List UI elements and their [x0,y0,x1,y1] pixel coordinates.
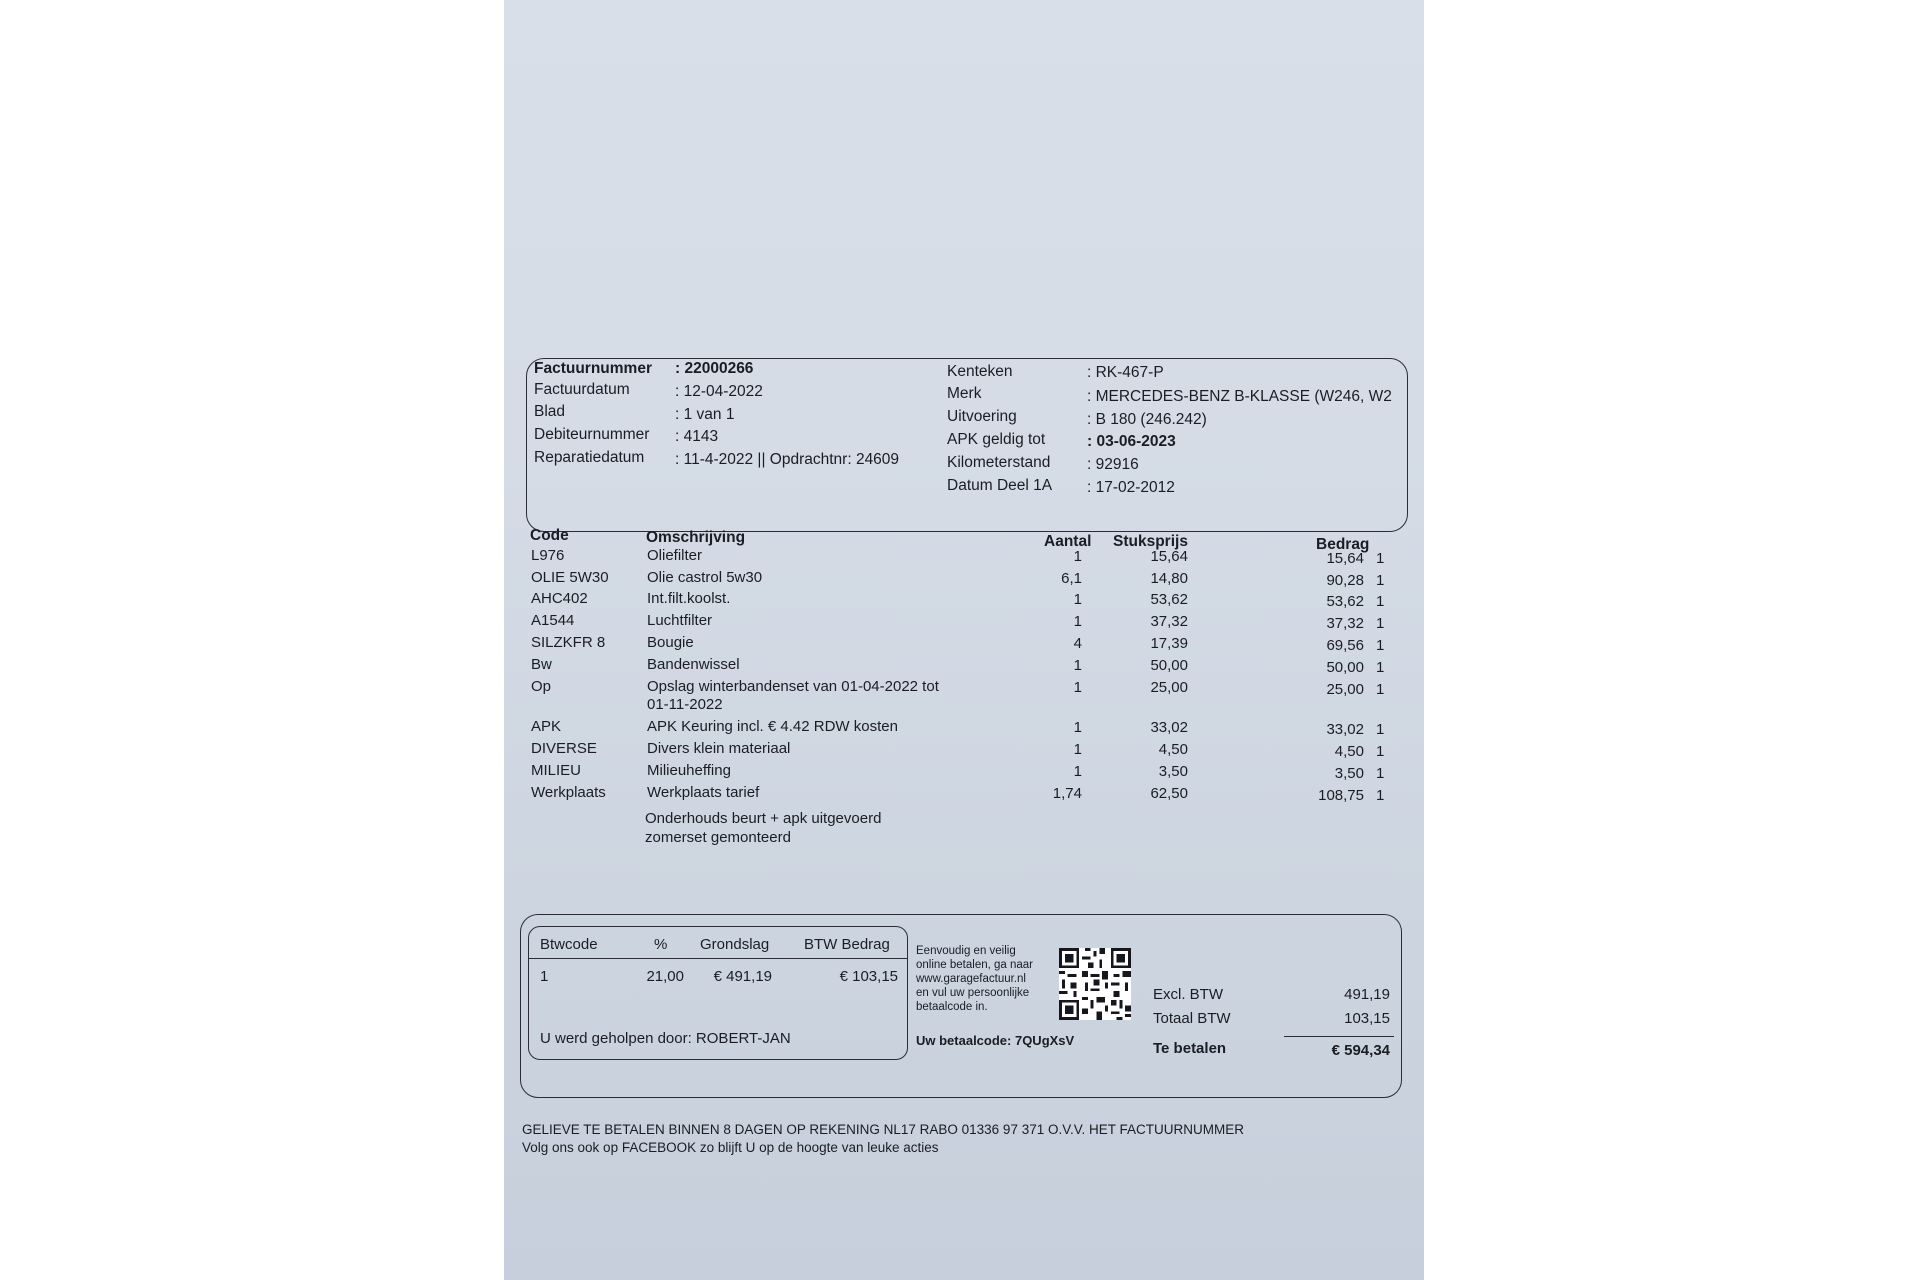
item-amount: 53,62 [1326,593,1364,610]
qr-code-icon[interactable] [1059,948,1131,1020]
item-amount: 3,50 [1334,765,1364,782]
value-uitvoering: : B 180 (246.242) [1087,411,1207,428]
item-vat-code: 1 [1376,681,1385,698]
item-unit-price: 37,32 [1150,613,1188,630]
vat-col-btw-bedrag: BTW Bedrag [804,936,890,953]
total-btw-value: 103,15 [1344,1010,1390,1027]
item-vat-code: 1 [1376,765,1385,782]
item-qty: 1 [1073,657,1082,674]
item-description: Werkplaats tarief [647,784,760,801]
col-code: Code [530,527,569,544]
item-code: SILZKFR 8 [531,634,606,651]
item-unit-price: 53,62 [1150,591,1188,608]
label-blad: Blad [534,403,566,420]
value-merk: : MERCEDES-BENZ B-KLASSE (W246, W2 [1087,388,1392,405]
item-unit-price: 50,00 [1150,657,1188,674]
label-kenteken: Kenteken [947,363,1013,380]
item-description: Luchtfilter [647,612,713,629]
payment-code: Uw betaalcode: 7QUgXsV [916,1033,1075,1048]
item-qty: 1 [1073,613,1082,630]
item-vat-code: 1 [1376,721,1385,738]
vat-col-code: Btwcode [540,936,598,953]
item-code: APK [531,718,562,735]
item-qty: 1,74 [1052,785,1082,802]
item-qty: 1 [1073,741,1082,758]
value-apk-geldig: : 03-06-2023 [1087,433,1176,450]
work-note-line-1: Onderhouds beurt + apk uitgevoerd [645,810,882,827]
item-unit-price: 62,50 [1150,785,1188,802]
item-code: A1544 [531,612,575,629]
vat-row-btw-bedrag: € 103,15 [839,968,898,985]
item-vat-code: 1 [1376,615,1385,632]
payment-info-line-5: betaalcode in. [916,1001,988,1013]
value-debiteurnummer: : 4143 [675,428,719,445]
item-amount: 69,56 [1326,637,1364,654]
vat-row-code: 1 [540,968,549,985]
item-description: Bougie [647,634,694,651]
item-unit-price: 14,80 [1150,570,1188,587]
facebook-note: Volg ons ook op FACEBOOK zo blijft U op de hoogte van leuke acties [522,1140,939,1155]
col-bedrag: Bedrag [1316,536,1370,553]
vat-row-grondslag: € 491,19 [713,968,772,985]
item-amount: 15,64 [1326,550,1364,567]
item-qty: 1 [1073,679,1082,696]
label-kilometerstand: Kilometerstand [947,454,1051,471]
payment-instruction: GELIEVE TE BETALEN BINNEN 8 DAGEN OP REKENING NL17 RABO 01336 97 371 O.V.V. HET FACTUURNUMMER [522,1122,1245,1137]
label-uitvoering: Uitvoering [947,408,1017,425]
invoice-paper [504,0,1424,1280]
item-qty: 1 [1073,548,1082,565]
item-amount: 33,02 [1326,721,1364,738]
label-factuurnummer: Factuurnummer [534,360,652,377]
payment-info-line-4: en vul uw persoonlijke [916,987,1030,999]
item-code: AHC402 [531,590,588,607]
total-btw-label: Totaal BTW [1153,1010,1231,1027]
value-kilometerstand: : 92916 [1087,456,1139,473]
item-code: MILIEU [531,762,582,779]
item-unit-price: 3,50 [1158,763,1188,780]
item-vat-code: 1 [1376,659,1385,676]
label-debiteurnummer: Debiteurnummer [534,426,650,443]
item-description: Oliefilter [647,547,703,564]
label-merk: Merk [947,385,982,402]
item-amount: 4,50 [1334,743,1364,760]
item-description-cont: 01-11-2022 [647,696,723,713]
item-qty: 1 [1073,591,1082,608]
item-code: OLIE 5W30 [531,569,609,586]
helper-name: U werd geholpen door: ROBERT-JAN [540,1030,791,1047]
value-reparatiedatum: : 11-4-2022 || Opdrachtnr: 24609 [675,451,900,468]
value-blad: : 1 van 1 [675,406,735,423]
item-description: Milieuheffing [647,762,731,779]
item-qty: 1 [1073,763,1082,780]
label-apk-geldig: APK geldig tot [947,431,1046,448]
total-due-label: Te betalen [1153,1040,1227,1057]
work-note-line-2: zomerset gemonteerd [645,829,791,846]
col-aantal: Aantal [1044,533,1092,550]
item-code: DIVERSE [531,740,597,757]
item-qty: 1 [1073,719,1082,736]
item-vat-code: 1 [1376,787,1385,804]
item-unit-price: 17,39 [1150,635,1188,652]
label-reparatiedatum: Reparatiedatum [534,449,645,466]
item-vat-code: 1 [1376,550,1385,567]
item-vat-code: 1 [1376,572,1385,589]
item-code: Bw [531,656,552,673]
item-code: Op [531,678,552,695]
total-divider [1284,1036,1394,1037]
value-factuurnummer: : 22000266 [675,360,754,377]
item-amount: 108,75 [1318,787,1364,804]
value-kenteken: : RK-467-P [1087,364,1164,381]
item-code: Werkplaats [531,784,606,801]
item-amount: 37,32 [1326,615,1364,632]
item-amount: 50,00 [1326,659,1364,676]
value-factuurdatum: : 12-04-2022 [675,383,763,400]
payment-info-line-1: Eenvoudig en veilig [916,945,1016,957]
item-unit-price: 4,50 [1158,741,1188,758]
label-datum-deel: Datum Deel 1A [947,477,1053,494]
item-vat-code: 1 [1376,637,1385,654]
vat-col-grondslag: Grondslag [700,936,770,953]
item-description: Divers klein materiaal [647,740,791,757]
col-omschrijving: Omschrijving [646,529,746,546]
item-description: Bandenwissel [647,656,740,673]
item-unit-price: 25,00 [1150,679,1188,696]
item-description: Opslag winterbandenset van 01-04-2022 tot [647,678,939,695]
item-vat-code: 1 [1376,743,1385,760]
vat-col-pct: % [654,936,668,953]
col-stuksprijs: Stuksprijs [1113,533,1188,550]
item-description: Olie castrol 5w30 [647,569,763,586]
total-excl-value: 491,19 [1344,986,1390,1003]
item-unit-price: 15,64 [1150,548,1188,565]
item-unit-price: 33,02 [1150,719,1188,736]
value-datum-deel: : 17-02-2012 [1087,479,1175,496]
item-qty: 6,1 [1061,570,1082,587]
item-qty: 4 [1073,635,1082,652]
payment-info-line-2: online betalen, ga naar [916,959,1034,971]
total-excl-label: Excl. BTW [1153,986,1223,1003]
payment-info-line-3: www.garagefactuur.nl [916,973,1026,985]
label-factuurdatum: Factuurdatum [534,381,630,398]
item-code: L976 [531,547,565,564]
vat-divider [528,958,908,959]
item-amount: 90,28 [1326,572,1364,589]
item-vat-code: 1 [1376,593,1385,610]
total-due-value: € 594,34 [1331,1042,1390,1059]
item-description: Int.filt.koolst. [647,590,731,607]
item-amount: 25,00 [1326,681,1364,698]
item-description: APK Keuring incl. € 4.42 RDW kosten [647,718,898,735]
vat-row-pct: 21,00 [646,968,684,985]
